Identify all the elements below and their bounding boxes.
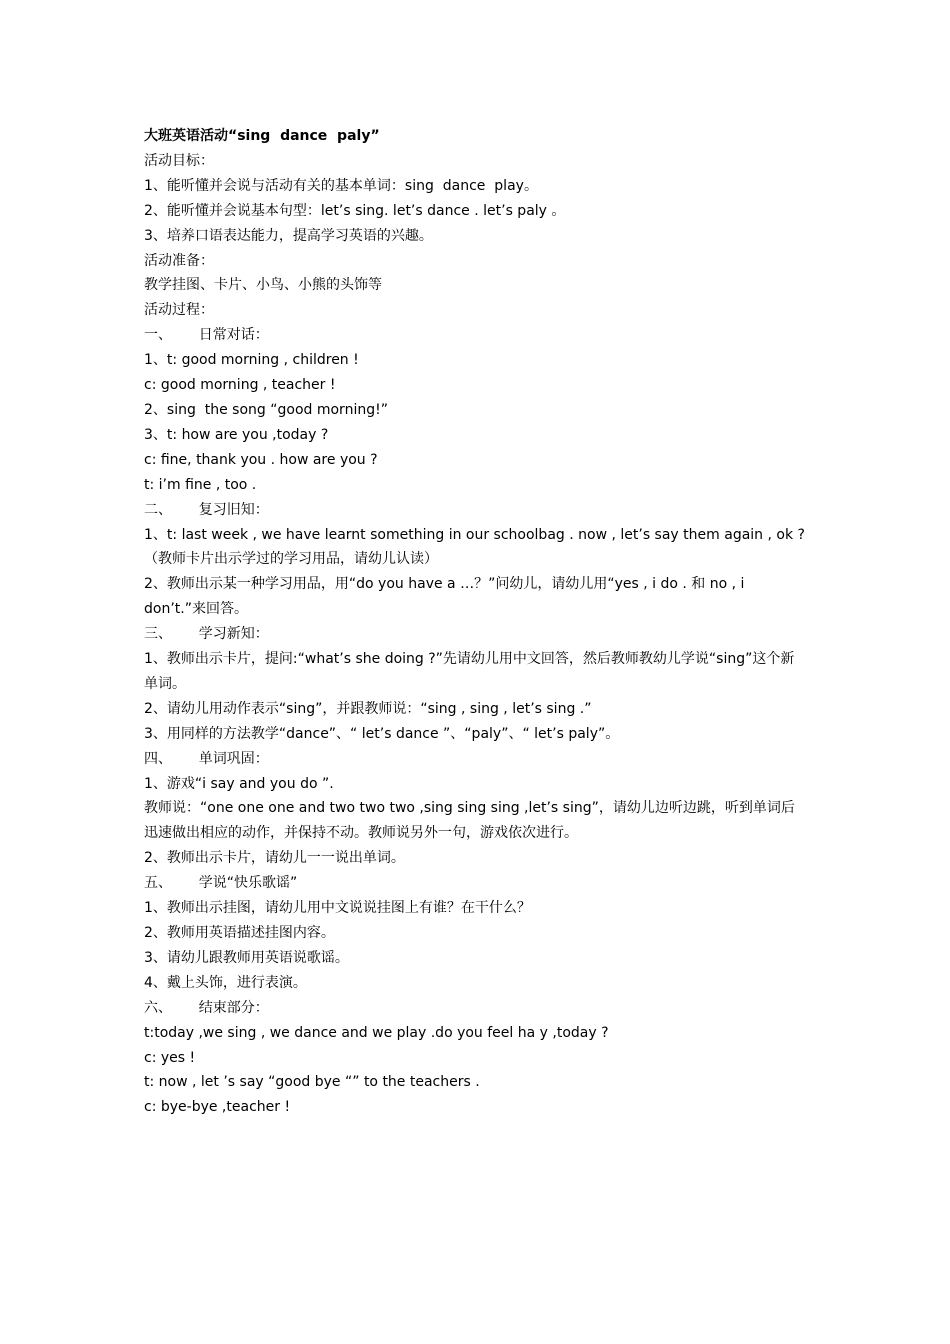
document-line: 活动过程： — [144, 302, 214, 319]
document-line: 1、教师出示挂图，请幼儿用中文说说挂图上有谁？在干什么？ — [144, 900, 531, 917]
document-line: c: yes ! — [144, 1049, 196, 1066]
document-line: 2、sing the song “good morning!” — [144, 401, 388, 418]
document-line: 一、 日常对话： — [144, 327, 269, 344]
document-line: 活动目标： — [144, 152, 214, 169]
document-line: （教师卡片出示学过的学习用品，请幼儿认读） — [144, 551, 438, 568]
document-line: 三、 学习新知： — [144, 626, 269, 643]
document-line: 六、 结束部分： — [144, 999, 269, 1016]
document-line: 2、教师用英语描述挂图内容。 — [144, 925, 335, 941]
document-line: t: i’m fine , too . — [144, 476, 257, 493]
document-line: 1、t: good morning , children ! — [144, 352, 359, 369]
document-line: 1、t: last week , we have learnt something in our schoolbag . now , let’s say them again , ok ? — [144, 526, 805, 543]
document-line: c: good morning , teacher ! — [144, 377, 336, 394]
document-line: t: now , let ’s say “good bye “” to the teachers . — [144, 1074, 480, 1091]
document-line: t:today ,we sing , we dance and we play .do you feel ha y ,today ? — [144, 1024, 609, 1041]
document-line: 3、请幼儿跟教师用英语说歌谣。 — [144, 949, 349, 966]
document-line: 2、教师出示卡片，请幼儿一一说出单词。 — [144, 850, 405, 867]
document-line: 3、t: how are you ,today ? — [144, 426, 329, 443]
document-line: 2、能听懂并会说基本句型：let’s sing. let’s dance . let’s paly 。 — [144, 202, 566, 219]
document-line: 4、戴上头饰，进行表演。 — [144, 974, 307, 991]
document-line: 活动准备： — [144, 252, 214, 269]
document-line: 2、请幼儿用动作表示“sing”，并跟教师说：“sing , sing , let’s sing .” — [144, 700, 592, 717]
document-line: 二、 复习旧知： — [144, 501, 269, 518]
document-title: 大班英语活动“sing dance paly” — [144, 128, 380, 144]
document-line: 教学挂图、卡片、小鸟、小熊的头饰等 — [144, 277, 382, 294]
document-line: c: bye-bye ,teacher ! — [144, 1099, 291, 1116]
document-line: 四、 单词巩固： — [144, 750, 269, 767]
document-body — [144, 124, 808, 1120]
document-line: c: fine, thank you . how are you ? — [144, 451, 378, 468]
document-lines — [144, 149, 808, 1120]
document-line: 1、游戏“i say and you do ”. — [144, 775, 334, 792]
document-line: 3、用同样的方法教学“dance”、“ let’s dance ”、“paly”、“ let’s paly”。 — [144, 725, 620, 742]
document-line: 1、能听懂并会说与活动有关的基本单词：sing dance play。 — [144, 177, 538, 194]
document-line: 2、教师出示某一种学习用品，用“do you have a …？”问幼儿，请幼儿用“yes , i do . 和 no , i don’t.”来回答。 — [144, 576, 749, 618]
document-line: 教师说：“one one one and two two two ,sing sing sing ,let’s sing”，请幼儿边听边跳，听到单词后迅速做出相应的动作，并保持不动。教师说另外一句，游戏依次进行。 — [144, 800, 795, 842]
document-line: 1、教师出示卡片，提问:“what’s she doing ?”先请幼儿用中文回答，然后教师教幼儿学说“sing”这个新单词。 — [144, 651, 795, 692]
document-line: 3、培养口语表达能力，提高学习英语的兴趣。 — [144, 227, 433, 244]
document-line: 五、 学说“快乐歌谣” — [144, 875, 298, 892]
